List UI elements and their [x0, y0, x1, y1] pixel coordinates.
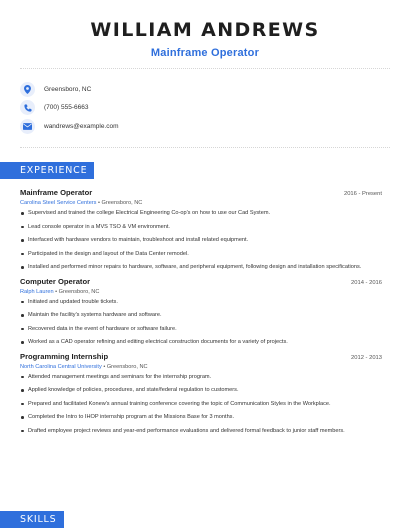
job-org — [20, 289, 382, 295]
job-location: • Greensboro, NC — [53, 288, 100, 295]
bullet-item: Worked as a CAD operator refining and editing electrical construction documents for a variety of projects. — [20, 338, 382, 347]
bullet-item: Maintain the facility's systems hardware and software. — [20, 311, 382, 320]
bullet-item: Participated in the design and layout of the Data Center remodel. — [20, 250, 382, 259]
resume-header — [0, 0, 410, 59]
bullet-item: Attended management meetings and seminars for the internship program. — [20, 373, 382, 382]
bullet-list — [20, 373, 382, 436]
job-title: Computer Operator — [20, 276, 91, 286]
phone-icon — [20, 100, 35, 115]
job-title: Programming Internship — [20, 351, 109, 361]
contact-phone — [20, 99, 119, 117]
job-org — [20, 364, 382, 370]
job-title: Mainframe Operator — [20, 188, 93, 197]
bullet-list — [20, 298, 382, 348]
envelope-icon — [20, 119, 35, 134]
job-location: • Greensboro, NC — [96, 200, 143, 206]
location-text: Greensboro, NC — [44, 85, 92, 93]
divider — [20, 147, 390, 148]
map-pin-icon — [20, 82, 35, 97]
bullet-item: Prepared and facilitated Konew's annual training conference covering the topic of Communication Styles in the Workplace. — [20, 400, 382, 409]
candidate-title: Mainframe Operator — [150, 47, 260, 59]
job-entry — [20, 352, 382, 436]
bullet-item: Applied knowledge of policies, procedures, and state/federal regulation to customers. — [20, 386, 382, 395]
section-heading-skills: SKILLS — [0, 511, 64, 528]
bullet-item: Installed and performed minor repairs to hardware, software, and peripheral equipment, following design and installation specifications. — [20, 263, 382, 272]
job-entry — [20, 277, 382, 348]
bullet-list — [20, 209, 382, 272]
job-location: • Greensboro, NC — [101, 363, 148, 370]
bullet-item: Supervised and trained the college Electrical Engineering Co-op's on how to use our Cad System. — [20, 209, 382, 218]
experience-section — [20, 188, 382, 440]
phone-text: (700) 555-6663 — [44, 104, 89, 111]
email-text: wandrews@example.com — [44, 122, 119, 130]
contact-location — [20, 80, 119, 98]
contact-email — [20, 117, 119, 135]
bullet-item: Initiated and updated trouble tickets. — [20, 298, 382, 307]
candidate-name: WILLIAM ANDREWS — [90, 19, 320, 41]
job-dates: 2014 - 2016 — [351, 279, 382, 286]
bullet-item: Lead console operator in a MVS TSO & VM environment. — [20, 223, 382, 232]
job-dates: 2012 - 2013 — [351, 354, 382, 361]
bullet-item: Drafted employee project reviews and year-end performance evaluations and delivered formal feedback to junior staff members. — [20, 427, 382, 436]
bullet-item: Completed the Intro to IHOP internship program at the Missions Base for 3 months. — [20, 413, 382, 422]
section-heading-experience: EXPERIENCE — [0, 162, 94, 179]
job-entry — [20, 188, 382, 272]
job-dates: 2016 - Present — [343, 191, 382, 197]
divider — [20, 68, 390, 69]
bullet-item: Interfaced with hardware vendors to maintain, troubleshoot and install related equipment. — [20, 236, 382, 245]
bullet-item: Recovered data in the event of hardware or software failure. — [20, 325, 382, 334]
company-name: North Carolina Central University — [20, 363, 102, 370]
company-name: Carolina Steel Service Centers — [20, 200, 97, 206]
company-name: Ralph Lauren — [20, 288, 54, 295]
contact-list — [20, 80, 119, 136]
job-org — [20, 200, 382, 206]
